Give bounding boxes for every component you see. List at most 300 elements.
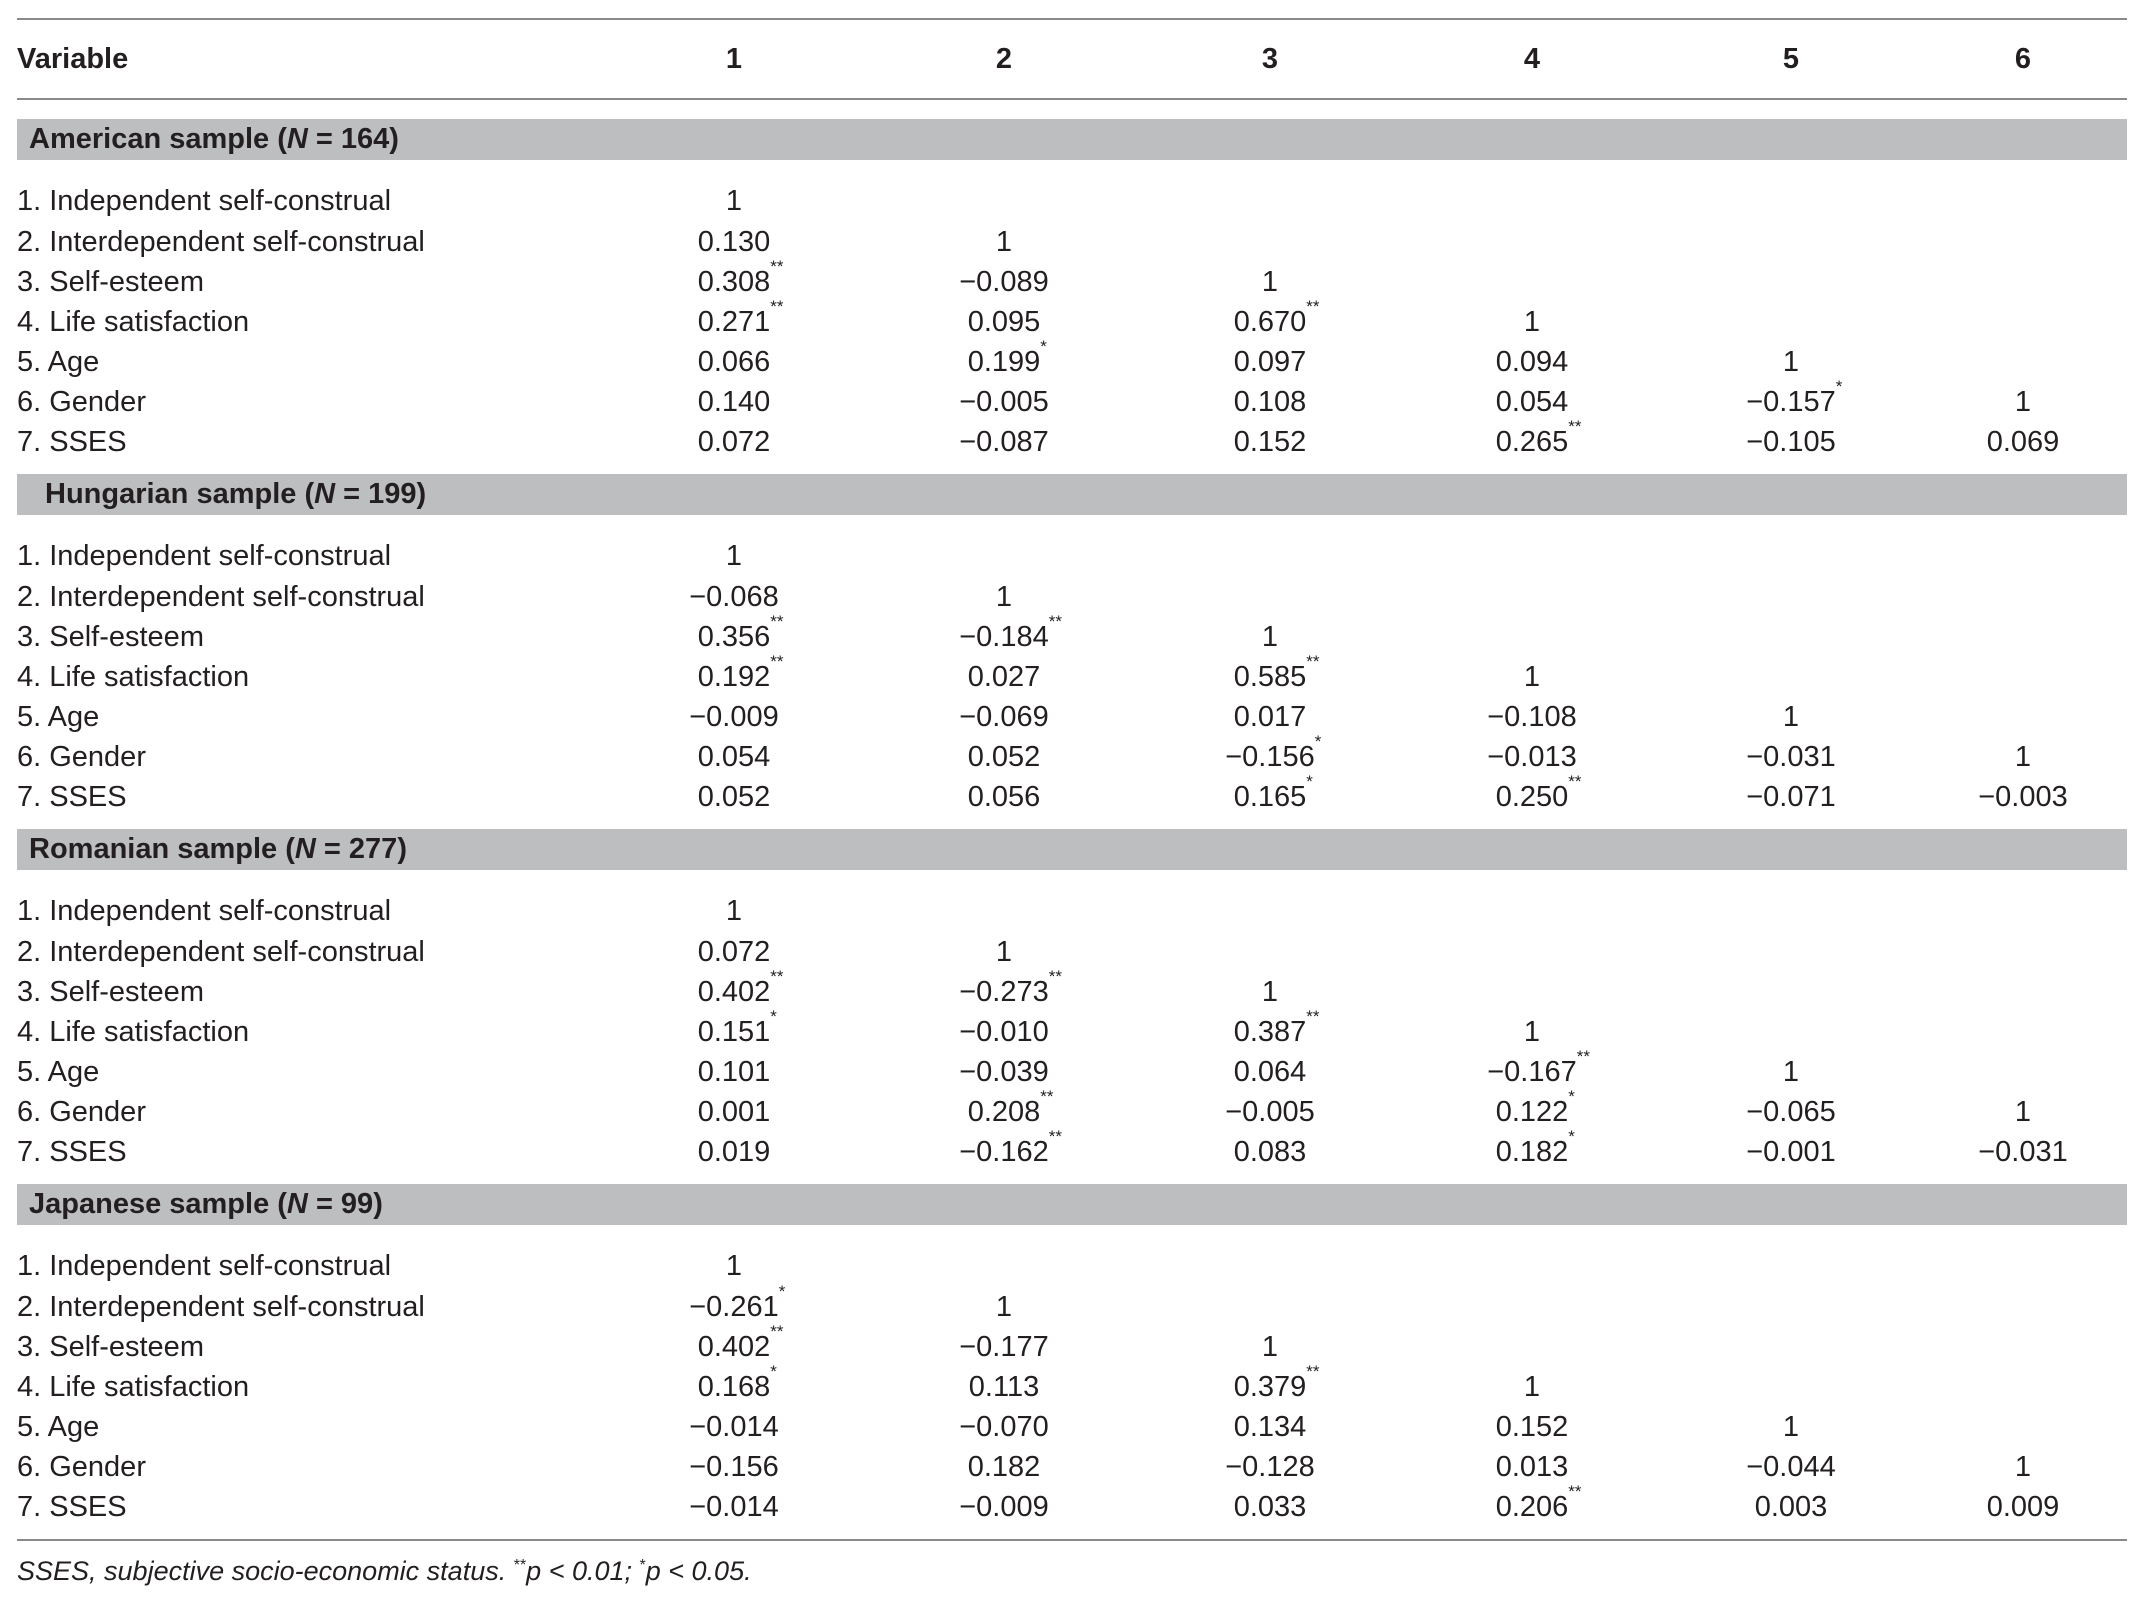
significance-marker: **	[1048, 966, 1062, 986]
table-row	[17, 342, 2127, 382]
correlation-cell	[1139, 972, 1401, 1012]
correlation-cell	[869, 697, 1139, 737]
significance-marker: **	[770, 611, 784, 631]
correlation-cell	[1139, 1407, 1401, 1447]
significance-marker: *	[1040, 336, 1047, 356]
correlation-value-wrap	[1262, 621, 1278, 654]
correlation-value: 0.165	[1233, 780, 1307, 813]
correlation-value: 1	[1261, 265, 1279, 298]
correlation-value: 0.113	[968, 1370, 1040, 1403]
correlation-cell	[1663, 515, 1919, 577]
correlation-cell	[1919, 302, 2127, 342]
correlation-value-wrap	[1746, 376, 1843, 419]
correlation-value: 0.052	[967, 740, 1041, 773]
correlation-value-wrap	[1987, 426, 2060, 459]
correlation-value: −0.001	[1746, 1135, 1836, 1168]
correlation-cell	[1919, 1367, 2127, 1407]
correlation-cell	[1139, 771, 1401, 817]
correlation-cell	[1139, 1006, 1401, 1052]
sample-n-label: N	[294, 833, 316, 865]
gap-row	[17, 817, 2127, 829]
correlation-value-wrap	[689, 1491, 779, 1524]
correlation-cell	[1919, 1407, 2127, 1447]
correlation-value: 0.069	[1986, 425, 2060, 458]
correlation-value-wrap	[1746, 426, 1836, 459]
correlation-cell	[1401, 870, 1663, 932]
correlation-cell	[1401, 1046, 1663, 1092]
correlation-cell	[869, 657, 1139, 697]
correlation-value-wrap	[697, 1361, 777, 1404]
correlation-cell	[1401, 1367, 1663, 1407]
correlation-value-wrap	[697, 1321, 784, 1364]
correlation-value: 0.009	[1986, 1490, 2060, 1523]
correlation-value-wrap	[959, 1491, 1049, 1524]
correlation-value: 0.072	[697, 425, 771, 458]
correlation-cell	[1401, 382, 1663, 422]
correlation-cell	[1919, 1287, 2127, 1327]
correlation-cell	[1139, 1487, 1401, 1527]
correlation-value: 0.072	[697, 935, 771, 968]
correlation-cell	[1401, 657, 1663, 697]
correlation-value-wrap	[1783, 1411, 1799, 1444]
correlation-value: −0.005	[959, 385, 1049, 418]
correlation-cell	[1401, 1012, 1663, 1052]
sample-n-label: N	[286, 1188, 308, 1220]
correlation-value: 0.152	[1233, 425, 1307, 458]
sample-section-header	[17, 1184, 2127, 1225]
correlation-value: 0.122	[1495, 1095, 1569, 1128]
correlation-cell	[1663, 262, 1919, 302]
correlation-value: 1	[1261, 1330, 1279, 1363]
correlation-cell	[1139, 1225, 1401, 1287]
correlation-value: −0.162	[959, 1135, 1049, 1168]
correlation-cell	[599, 256, 869, 302]
correlation-value-wrap	[959, 611, 1062, 654]
correlation-value-wrap	[968, 306, 1041, 339]
correlation-cell	[1663, 1327, 1919, 1367]
correlation-value-wrap	[726, 185, 742, 218]
correlation-cell	[869, 870, 1139, 932]
correlation-value-wrap	[968, 1451, 1041, 1484]
correlation-value-wrap	[996, 226, 1012, 259]
significance-marker: *	[1306, 771, 1313, 791]
correlation-value: 0.402	[697, 975, 771, 1008]
correlation-value-wrap	[689, 1451, 779, 1484]
correlation-cell	[869, 932, 1139, 972]
correlation-value-wrap	[698, 226, 771, 259]
correlation-value-wrap	[1495, 1126, 1575, 1169]
correlation-value-wrap	[1746, 1451, 1836, 1484]
correlation-value-wrap	[1495, 416, 1582, 459]
correlation-value: 1	[1261, 620, 1279, 653]
correlation-value-wrap	[1233, 771, 1313, 814]
correlation-value: 0.130	[697, 225, 771, 258]
header-row	[17, 19, 2127, 99]
correlation-cell	[1919, 1132, 2127, 1172]
correlation-value-wrap	[1746, 741, 1836, 774]
correlation-value: −0.009	[959, 1490, 1049, 1523]
correlation-cell	[599, 160, 869, 222]
correlation-value: 0.033	[1233, 1490, 1307, 1523]
correlation-value-wrap	[959, 1411, 1049, 1444]
gap-row	[17, 1172, 2127, 1184]
correlation-value-wrap	[1746, 1096, 1836, 1129]
correlation-cell	[1139, 617, 1401, 657]
significance-marker: **	[770, 256, 784, 276]
correlation-value: −0.009	[689, 700, 779, 733]
correlation-cell	[1139, 870, 1401, 932]
correlation-value-wrap	[1234, 386, 1307, 419]
correlation-cell	[599, 1487, 869, 1527]
correlation-cell	[599, 1407, 869, 1447]
correlation-value-wrap	[698, 426, 771, 459]
table-row	[17, 1367, 2127, 1407]
correlation-cell	[869, 1287, 1139, 1327]
gap-cell	[17, 1172, 2127, 1184]
correlation-cell	[869, 382, 1139, 422]
correlation-cell	[599, 651, 869, 697]
correlation-cell	[1919, 697, 2127, 737]
correlation-value: 0.066	[697, 345, 771, 378]
significance-marker: **	[1048, 611, 1062, 631]
correlation-cell	[1401, 1126, 1663, 1172]
correlation-value: 1	[725, 185, 743, 217]
sample-n-value: = 277	[323, 833, 398, 865]
footnote-sig-2: *	[639, 1556, 646, 1574]
correlation-value: 0.140	[697, 385, 771, 418]
correlation-value-wrap	[1746, 781, 1836, 814]
correlation-value-wrap	[698, 1096, 771, 1129]
correlation-cell	[1139, 422, 1401, 462]
correlation-value: −0.069	[959, 700, 1049, 733]
correlation-value: −0.005	[1225, 1095, 1315, 1128]
table-row	[17, 1012, 2127, 1052]
variable-label: 4. Life satisfaction	[17, 1370, 250, 1403]
correlation-value: 0.206	[1495, 1490, 1569, 1523]
correlation-cell	[1139, 222, 1401, 262]
correlation-value: −0.031	[1746, 740, 1836, 773]
correlation-value-wrap	[1225, 1451, 1315, 1484]
sample-n-value: = 99	[315, 1188, 374, 1220]
gap-cell	[17, 1527, 2127, 1540]
footnote-row	[17, 1540, 2127, 1601]
correlation-value-wrap	[1495, 1086, 1575, 1129]
correlation-cell	[1663, 1367, 1919, 1407]
correlation-cell	[1663, 1287, 1919, 1327]
correlation-cell	[1919, 737, 2127, 777]
correlation-value-wrap	[1524, 661, 1540, 694]
correlation-value-wrap	[968, 781, 1041, 814]
correlation-value: −0.157	[1746, 385, 1836, 418]
sample-section-header	[17, 119, 2127, 160]
correlation-cell	[1401, 342, 1663, 382]
variable-label: 3. Self-esteem	[17, 975, 204, 1008]
correlation-value: 1	[995, 580, 1013, 613]
significance-marker: *	[778, 1281, 786, 1301]
correlation-value-wrap	[959, 1126, 1062, 1169]
correlation-cell	[1663, 972, 1919, 1012]
correlation-cell	[1401, 1407, 1663, 1447]
correlation-value-wrap	[1978, 1136, 2068, 1169]
correlation-cell	[599, 966, 869, 1012]
correlation-value: 1	[725, 1250, 743, 1282]
correlation-value: 1	[2014, 1450, 2032, 1483]
correlation-cell	[1401, 1287, 1663, 1327]
variable-label: 1. Independent self-construal	[17, 185, 392, 217]
correlation-cell	[1139, 1092, 1401, 1132]
variable-label: 1. Independent self-construal	[17, 540, 392, 572]
correlation-value-wrap	[959, 386, 1049, 419]
table-row	[17, 697, 2127, 737]
table-row	[17, 657, 2127, 697]
significance-marker: **	[1568, 771, 1582, 791]
correlation-value: −0.273	[959, 975, 1049, 1008]
correlation-value: 0.250	[1495, 780, 1569, 813]
correlation-value: −0.089	[959, 265, 1049, 298]
table-row	[17, 577, 2127, 617]
correlation-cell	[1663, 870, 1919, 932]
correlation-value: 0.019	[697, 1135, 771, 1168]
sample-name: American sample	[29, 123, 270, 155]
sample-name: Romanian sample	[29, 833, 278, 865]
sample-n-label: N	[286, 123, 308, 155]
correlation-cell	[1401, 932, 1663, 972]
correlation-cell	[599, 1006, 869, 1052]
correlation-cell	[599, 577, 869, 617]
correlation-cell	[1919, 1225, 2127, 1287]
variable-label: 5. Age	[17, 345, 100, 378]
correlation-cell	[1919, 777, 2127, 817]
correlation-value: 0.003	[1754, 1490, 1828, 1523]
correlation-value: 1	[1782, 1410, 1800, 1443]
correlation-cell	[1401, 1447, 1663, 1487]
header-col-3: 3	[1139, 19, 1401, 99]
significance-marker: **	[1568, 1481, 1582, 1501]
variable-label: 4. Life satisfaction	[17, 305, 250, 338]
correlation-value-wrap	[1783, 1056, 1799, 1089]
correlation-value-wrap	[1783, 701, 1799, 734]
correlation-value: −0.010	[959, 1015, 1049, 1048]
table-row	[17, 1052, 2127, 1092]
correlation-value-wrap	[959, 266, 1049, 299]
correlation-value: −0.105	[1746, 425, 1836, 458]
correlation-value-wrap	[1978, 781, 2068, 814]
correlation-cell	[1663, 1052, 1919, 1092]
correlation-cell	[1919, 262, 2127, 302]
correlation-cell	[1663, 160, 1919, 222]
correlation-cell	[1401, 697, 1663, 737]
correlation-cell	[1139, 515, 1401, 577]
correlation-cell	[1663, 1132, 1919, 1172]
correlation-cell	[869, 611, 1139, 657]
footnote	[17, 1540, 2127, 1601]
correlation-cell	[599, 1321, 869, 1367]
sample-section-title: Japanese sample (N = 99)	[17, 1184, 2127, 1225]
correlation-cell	[869, 577, 1139, 617]
correlation-value-wrap	[968, 661, 1041, 694]
correlation-cell	[1919, 972, 2127, 1012]
correlation-cell	[599, 382, 869, 422]
correlation-value-wrap	[996, 581, 1012, 614]
correlation-value: 0.199	[967, 345, 1041, 378]
correlation-cell	[1663, 1447, 1919, 1487]
correlation-value: 0.168	[697, 1370, 771, 1403]
correlation-cell	[1139, 1052, 1401, 1092]
correlation-cell	[1139, 262, 1401, 302]
correlation-value: −0.128	[1225, 1450, 1315, 1483]
correlation-value: −0.156	[689, 1450, 779, 1483]
significance-marker: *	[770, 1361, 777, 1381]
correlation-value-wrap	[697, 296, 784, 339]
correlation-cell	[1401, 1481, 1663, 1527]
correlation-value: 0.271	[697, 305, 771, 338]
correlation-value: 1	[1782, 700, 1800, 733]
correlation-cell	[1663, 302, 1919, 342]
correlation-cell	[1919, 160, 2127, 222]
correlation-cell	[869, 222, 1139, 262]
correlation-value: 0.052	[697, 780, 771, 813]
correlation-value: 0.083	[1233, 1135, 1307, 1168]
correlation-value: −0.003	[1978, 780, 2068, 813]
variable-label: 2. Interdependent self-construal	[17, 580, 425, 613]
correlation-value-wrap	[1233, 1006, 1320, 1049]
correlation-value: 1	[1523, 1015, 1541, 1048]
correlation-cell	[1139, 342, 1401, 382]
correlation-cell	[1919, 1092, 2127, 1132]
correlation-cell	[1663, 1225, 1919, 1287]
correlation-value-wrap	[1225, 1096, 1315, 1129]
table-row	[17, 222, 2127, 262]
correlation-value-wrap	[2015, 386, 2031, 419]
correlation-cell	[1139, 382, 1401, 422]
correlation-value-wrap	[996, 936, 1012, 969]
correlation-cell	[869, 1052, 1139, 1092]
variable-label: 4. Life satisfaction	[17, 660, 250, 693]
correlation-value-wrap	[1233, 651, 1320, 694]
significance-marker: **	[1306, 296, 1320, 316]
table-row	[17, 1287, 2127, 1327]
correlation-value: 0.402	[697, 1330, 771, 1363]
significance-marker: **	[1568, 416, 1582, 436]
correlation-cell	[1663, 1407, 1919, 1447]
correlation-cell	[599, 611, 869, 657]
correlation-cell	[1663, 1012, 1919, 1052]
correlation-value-wrap	[698, 741, 771, 774]
correlation-value: −0.261	[689, 1290, 779, 1323]
sample-n-label: N	[314, 478, 336, 510]
correlation-value-wrap	[698, 386, 771, 419]
sample-name: Japanese sample	[29, 1188, 270, 1220]
correlation-value-wrap	[1495, 1481, 1582, 1524]
table-row	[17, 1487, 2127, 1527]
correlation-value-wrap	[697, 651, 784, 694]
table-row	[17, 617, 2127, 657]
table-row	[17, 737, 2127, 777]
correlation-cell	[1663, 422, 1919, 462]
correlation-cell	[1139, 1361, 1401, 1407]
correlation-cell	[599, 737, 869, 777]
variable-label: 3. Self-esteem	[17, 265, 204, 298]
correlation-value-wrap	[1262, 976, 1278, 1009]
correlation-value-wrap	[698, 1056, 771, 1089]
correlation-value: 0.379	[1233, 1370, 1307, 1403]
correlation-value-wrap	[959, 1056, 1049, 1089]
correlation-cell	[1663, 737, 1919, 777]
correlation-value: 0.027	[967, 660, 1041, 693]
sample-n-value: = 199	[343, 478, 417, 510]
correlation-cell	[869, 777, 1139, 817]
correlation-value: −0.167	[1487, 1055, 1577, 1088]
correlation-value-wrap	[1496, 346, 1569, 379]
sample-section-title: American sample (N = 164)	[17, 119, 2127, 160]
correlation-value: 1	[995, 1290, 1013, 1323]
correlation-value-wrap	[726, 540, 742, 573]
correlation-cell	[1401, 1225, 1663, 1287]
correlation-value-wrap	[1262, 1331, 1278, 1364]
correlation-value-wrap	[1746, 1136, 1836, 1169]
gap-cell	[17, 462, 2127, 474]
correlation-value: −0.156	[1225, 740, 1315, 773]
correlation-value-wrap	[1234, 701, 1307, 734]
correlation-value: −0.108	[1487, 700, 1577, 733]
correlation-value: 0.387	[1233, 1015, 1307, 1048]
correlation-value-wrap	[1755, 1491, 1828, 1524]
variable-label: 6. Gender	[17, 385, 146, 418]
correlation-cell	[599, 1052, 869, 1092]
table-row	[17, 1132, 2127, 1172]
correlation-cell	[869, 1487, 1139, 1527]
correlation-value-wrap	[689, 581, 779, 614]
header-col-4: 4	[1401, 19, 1663, 99]
correlation-value-wrap	[996, 1291, 1012, 1324]
correlation-cell	[869, 1367, 1139, 1407]
correlation-value-wrap	[698, 936, 771, 969]
correlation-cell	[1919, 1447, 2127, 1487]
header-variable: Variable	[17, 19, 599, 99]
correlation-cell	[599, 296, 869, 342]
correlation-cell	[1401, 302, 1663, 342]
correlation-cell	[1401, 222, 1663, 262]
table-body	[17, 99, 2127, 1540]
correlation-cell	[1139, 651, 1401, 697]
table-row	[17, 160, 2127, 222]
correlation-value-wrap	[1233, 296, 1320, 339]
correlation-value-wrap	[959, 966, 1062, 1009]
correlation-value: 1	[2014, 740, 2032, 773]
correlation-value-wrap	[689, 1281, 786, 1324]
correlation-value-wrap	[1487, 1046, 1590, 1089]
significance-marker: *	[1568, 1126, 1575, 1146]
correlation-cell	[1919, 222, 2127, 262]
variable-label: 7. SSES	[17, 1490, 127, 1523]
correlation-cell	[869, 515, 1139, 577]
correlation-cell	[1139, 1287, 1401, 1327]
correlation-value: 1	[1782, 1055, 1800, 1088]
correlation-cell	[599, 1361, 869, 1407]
correlation-value-wrap	[959, 701, 1049, 734]
correlation-value-wrap	[726, 1250, 742, 1283]
table-row	[17, 932, 2127, 972]
correlation-value: 1	[725, 540, 743, 572]
correlation-value-wrap	[689, 1411, 779, 1444]
significance-marker: **	[1576, 1046, 1590, 1066]
correlation-value-wrap	[2015, 1096, 2031, 1129]
correlation-cell	[1401, 577, 1663, 617]
sample-name: Hungarian sample	[45, 478, 297, 510]
footnote-text-1: SSES, subjective socio-economic status.	[17, 1555, 514, 1586]
correlation-value-wrap	[689, 701, 779, 734]
correlation-cell	[869, 160, 1139, 222]
